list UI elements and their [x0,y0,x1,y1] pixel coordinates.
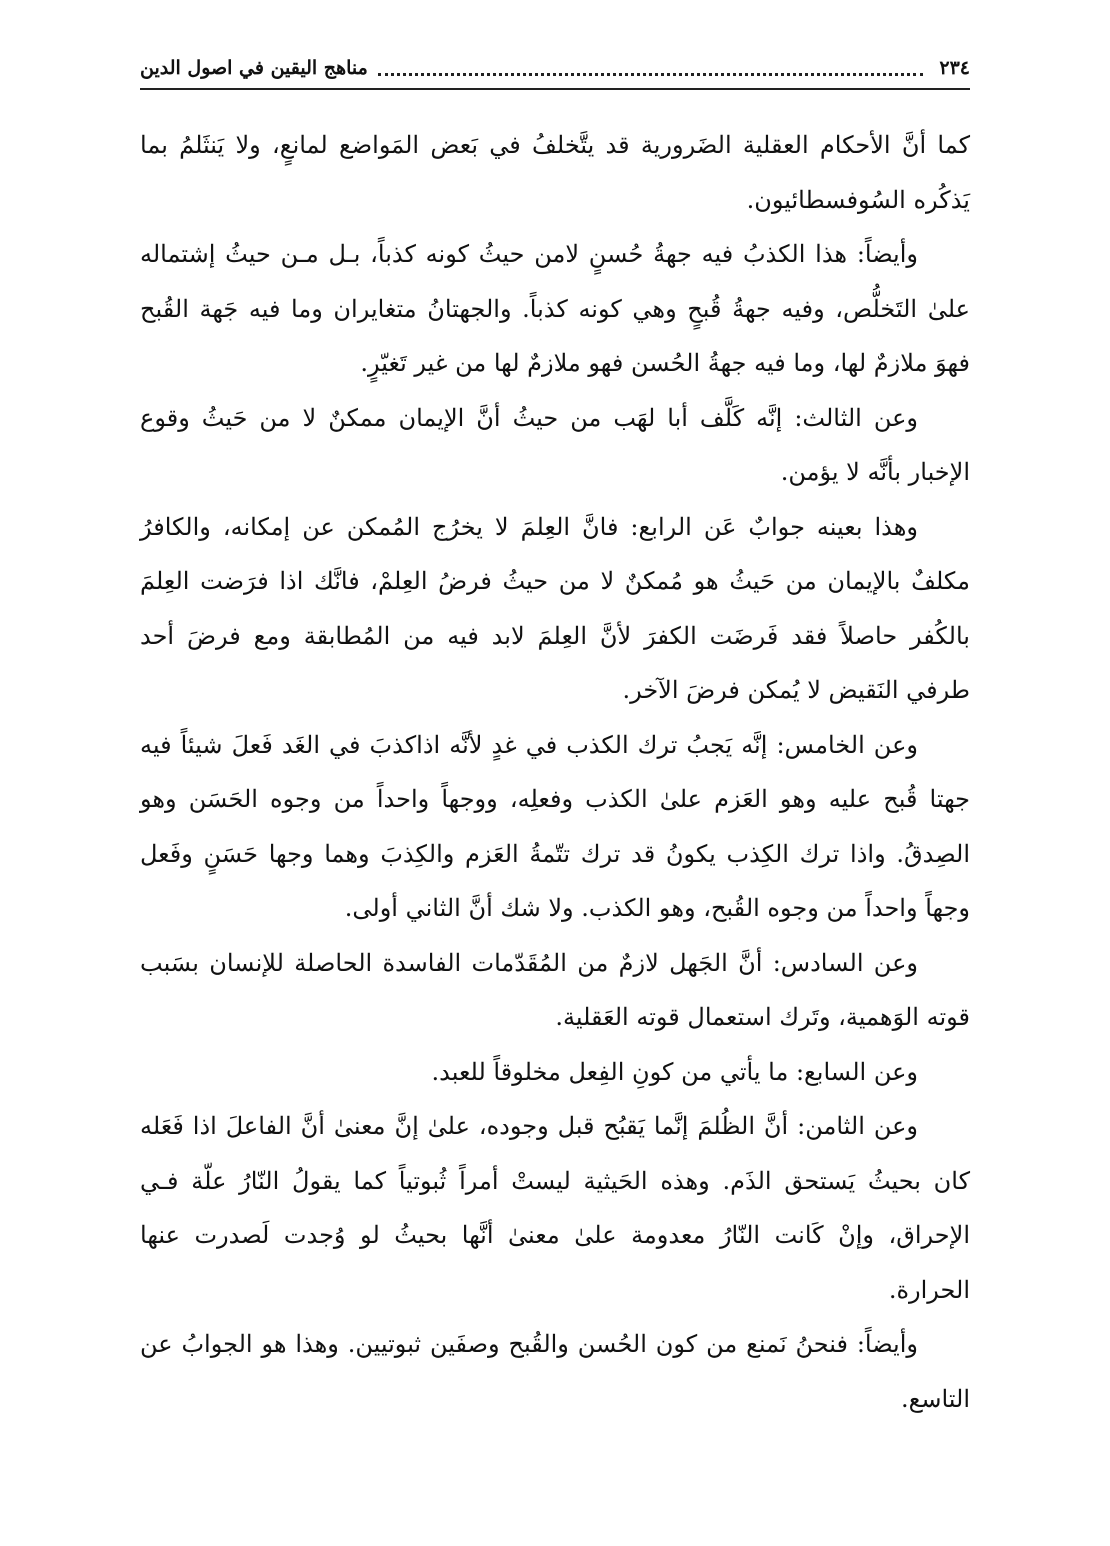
paragraph-4: وهذا بعينه جوابٌ عَن الرابع: فانَّ العِلمَ لا يخرُج المُمكن عن إمكانه، والكافرُ مكلفٌ بالإيمان من حَيثُ هو مُمكنٌ لا من حيثُ فرضُ العِلمْ، فانَّك اذا فرَضت العِلمَ بالكُفر حاصلاً فقد فَرضَت الكفرَ لأنَّ العِلمَ لابد فيه من المُطابقة ومع فرضَ أحد طرفي النَقيض لا يُمكن فرضَ الآخر. [140,512,970,704]
paragraph-8: وعن الثامن: أنَّ الظُلمَ إنَّما يَقبُح قبل وجوده، علىٰ إنَّ معنىٰ أنَّ الفاعلَ اذا فَعَله كان بحيثُ يَستحق الذَم. وهذه الحَيثية ليستْ أمراً ثُبوتياً كما يقولُ النّارُ علّة فـي الإحراق، وإنْ كَانت النّارُ معدومة علىٰ معنىٰ أنَّها بحيثُ لو وُجدت لَصدرت عنها الحرارة. [140,1112,970,1304]
header-rule [140,88,970,90]
paragraph-9: وأيضاً: فنحنُ نَمنع من كون الحُسن والقُبح وصفَين ثبوتيين. وهذا هو الجوابُ عن التاسع. [140,1330,970,1413]
paragraph-7: وعن السابع: ما يأتي من كونِ الفِعل مخلوقاً للعبد. [431,1057,918,1086]
paragraph-2: وأيضاً: هذا الكذبُ فيه جهةُ حُسنٍ لامن حيثُ كونه كذباً، بـل مـن حيثُ إشتماله علىٰ التَخلُّص، وفيه جهةُ قُبحٍ وهي كونه كذباً. والجهتانُ متغايران وما فيه جَهة القُبح فهوَ ملازمٌ لها، وما فيه جهةُ الحُسن فهو ملازمٌ لها من غير تَغيّرٍ. [140,240,970,377]
running-title: مناهج اليقين في اصول الدين [140,57,368,79]
page-number: ٢٣٤ [939,57,970,79]
paragraph-1: كما أنَّ الأحكام العقلية الضَرورية قد يتَّخلفُ في بَعض المَواضع لمانعٍ، ولا يَنثَلمُ بما يَذكُره السُوفسطائيون. [140,131,970,214]
page-header [140,52,970,84]
paragraph-5: وعن الخامس: إنَّه يَجبُ ترك الكذب في غدٍ لأنَّه اذاكذبَ في الغَد فَعلَ شيئاً فيه جهتا قُبح عليه وهو العَزم علىٰ الكذب وفعلِه، ووجهاً واحداً من وجوه الحَسَن وهو الصِدقُ. واذا ترك الكِذب يكونُ قد ترك تتّمةُ العَزم والكِذبَ وهما وجها حَسَنٍ وفَعل وجهاً واحداً من وجوه القُبح، وهو الكذب. ولا شك أنَّ الثاني أولى. [140,730,970,922]
body-text [140,118,970,1426]
paragraph-6: وعن السادس: أنَّ الجَهل لازمٌ من المُقَدّمات الفاسدة الحاصلة للإنسان بسَبب قوته الوَهمية، وتَرك استعمال قوته العَقلية. [140,948,970,1031]
dot-leader [378,73,924,76]
paragraph-3: وعن الثالث: إنَّه كَلَّف أبا لهَب من حيثُ أنَّ الإيمان ممكنٌ لا من حَيثُ وقوع الإخبار بأنَّه لا يؤمن. [140,403,970,486]
